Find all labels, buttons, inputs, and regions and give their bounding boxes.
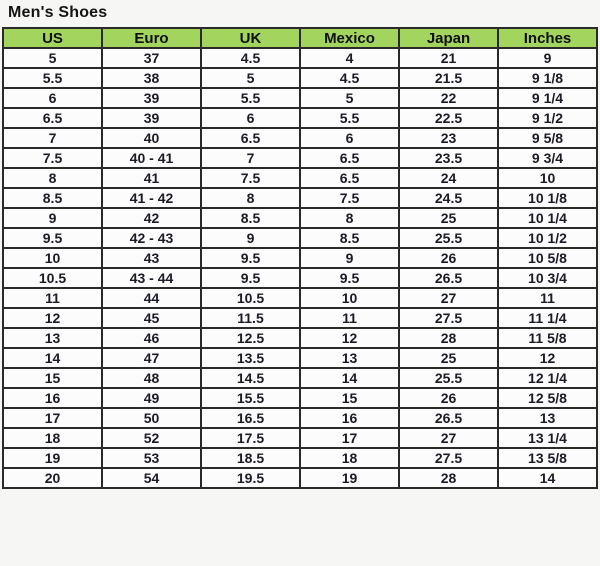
cell: 18 <box>3 428 102 448</box>
cell: 27 <box>399 288 498 308</box>
cell: 10 1/2 <box>498 228 597 248</box>
cell: 13 1/4 <box>498 428 597 448</box>
cell: 11 1/4 <box>498 308 597 328</box>
cell: 10 <box>3 248 102 268</box>
cell: 6 <box>300 128 399 148</box>
cell: 24 <box>399 168 498 188</box>
cell: 7 <box>201 148 300 168</box>
cell: 26 <box>399 388 498 408</box>
cell: 48 <box>102 368 201 388</box>
cell: 14 <box>3 348 102 368</box>
table-body <box>3 48 597 488</box>
cell: 7.5 <box>3 148 102 168</box>
cell: 8.5 <box>201 208 300 228</box>
cell: 27 <box>399 428 498 448</box>
cell: 26 <box>399 248 498 268</box>
cell: 6.5 <box>3 108 102 128</box>
cell: 25 <box>399 348 498 368</box>
table-row <box>3 368 597 388</box>
table-row <box>3 428 597 448</box>
table-row <box>3 188 597 208</box>
table-row <box>3 268 597 288</box>
cell: 4.5 <box>201 48 300 68</box>
cell: 5.5 <box>3 68 102 88</box>
cell: 52 <box>102 428 201 448</box>
cell: 17 <box>3 408 102 428</box>
cell: 9 5/8 <box>498 128 597 148</box>
table-row <box>3 408 597 428</box>
table-row <box>3 208 597 228</box>
cell: 13 <box>3 328 102 348</box>
cell: 15.5 <box>201 388 300 408</box>
cell: 28 <box>399 328 498 348</box>
cell: 4 <box>300 48 399 68</box>
cell: 43 - 44 <box>102 268 201 288</box>
cell: 40 - 41 <box>102 148 201 168</box>
cell: 11 <box>3 288 102 308</box>
cell: 12 <box>3 308 102 328</box>
cell: 10 <box>300 288 399 308</box>
cell: 53 <box>102 448 201 468</box>
cell: 9 1/4 <box>498 88 597 108</box>
table-row <box>3 308 597 328</box>
column-header-euro: Euro <box>102 28 201 48</box>
cell: 7.5 <box>300 188 399 208</box>
cell: 37 <box>102 48 201 68</box>
cell: 24.5 <box>399 188 498 208</box>
cell: 19.5 <box>201 468 300 488</box>
cell: 14 <box>300 368 399 388</box>
cell: 12 1/4 <box>498 368 597 388</box>
table-row <box>3 68 597 88</box>
table-row <box>3 108 597 128</box>
cell: 41 <box>102 168 201 188</box>
cell: 9 1/8 <box>498 68 597 88</box>
cell: 23 <box>399 128 498 148</box>
cell: 27.5 <box>399 308 498 328</box>
page-title: Men's Shoes <box>8 4 108 21</box>
cell: 47 <box>102 348 201 368</box>
cell: 12 <box>300 328 399 348</box>
cell: 20 <box>3 468 102 488</box>
cell: 14 <box>498 468 597 488</box>
table-row <box>3 448 597 468</box>
column-header-us: US <box>3 28 102 48</box>
cell: 10 1/8 <box>498 188 597 208</box>
table-row <box>3 88 597 108</box>
cell: 6 <box>3 88 102 108</box>
cell: 5 <box>300 88 399 108</box>
cell: 15 <box>3 368 102 388</box>
table-head <box>3 28 597 48</box>
cell: 19 <box>300 468 399 488</box>
cell: 4.5 <box>300 68 399 88</box>
cell: 17.5 <box>201 428 300 448</box>
cell: 7 <box>3 128 102 148</box>
cell: 8 <box>300 208 399 228</box>
table-row <box>3 148 597 168</box>
cell: 9 <box>300 248 399 268</box>
cell: 11 <box>498 288 597 308</box>
cell: 13 <box>498 408 597 428</box>
cell: 6 <box>201 108 300 128</box>
cell: 11 5/8 <box>498 328 597 348</box>
table-row <box>3 288 597 308</box>
cell: 5 <box>201 68 300 88</box>
cell: 8.5 <box>300 228 399 248</box>
cell: 45 <box>102 308 201 328</box>
cell: 6.5 <box>201 128 300 148</box>
cell: 50 <box>102 408 201 428</box>
cell: 46 <box>102 328 201 348</box>
cell: 25 <box>399 208 498 228</box>
column-header-mexico: Mexico <box>300 28 399 48</box>
cell: 13 <box>300 348 399 368</box>
cell: 44 <box>102 288 201 308</box>
cell: 10.5 <box>201 288 300 308</box>
column-header-uk: UK <box>201 28 300 48</box>
cell: 12 <box>498 348 597 368</box>
table-row <box>3 48 597 68</box>
table-row <box>3 248 597 268</box>
cell: 21 <box>399 48 498 68</box>
cell: 13 5/8 <box>498 448 597 468</box>
cell: 13.5 <box>201 348 300 368</box>
table-row <box>3 228 597 248</box>
cell: 11 <box>300 308 399 328</box>
cell: 8 <box>3 168 102 188</box>
cell: 6.5 <box>300 148 399 168</box>
cell: 9 <box>498 48 597 68</box>
cell: 42 <box>102 208 201 228</box>
column-header-japan: Japan <box>399 28 498 48</box>
cell: 9 3/4 <box>498 148 597 168</box>
cell: 49 <box>102 388 201 408</box>
cell: 6.5 <box>300 168 399 188</box>
table-row <box>3 128 597 148</box>
cell: 54 <box>102 468 201 488</box>
cell: 9.5 <box>3 228 102 248</box>
cell: 25.5 <box>399 368 498 388</box>
cell: 16.5 <box>201 408 300 428</box>
cell: 10 1/4 <box>498 208 597 228</box>
cell: 10 3/4 <box>498 268 597 288</box>
cell: 9 1/2 <box>498 108 597 128</box>
cell: 12.5 <box>201 328 300 348</box>
cell: 26.5 <box>399 268 498 288</box>
cell: 17 <box>300 428 399 448</box>
cell: 9.5 <box>201 248 300 268</box>
cell: 10 5/8 <box>498 248 597 268</box>
cell: 14.5 <box>201 368 300 388</box>
cell: 39 <box>102 108 201 128</box>
cell: 8.5 <box>3 188 102 208</box>
cell: 12 5/8 <box>498 388 597 408</box>
table-row <box>3 348 597 368</box>
cell: 21.5 <box>399 68 498 88</box>
table-row <box>3 388 597 408</box>
cell: 5.5 <box>300 108 399 128</box>
cell: 18 <box>300 448 399 468</box>
cell: 27.5 <box>399 448 498 468</box>
cell: 16 <box>300 408 399 428</box>
cell: 40 <box>102 128 201 148</box>
cell: 22 <box>399 88 498 108</box>
table-header-row <box>3 28 597 48</box>
size-conversion-table <box>2 27 598 489</box>
table-row <box>3 468 597 488</box>
cell: 41 - 42 <box>102 188 201 208</box>
column-header-inches: Inches <box>498 28 597 48</box>
cell: 23.5 <box>399 148 498 168</box>
cell: 15 <box>300 388 399 408</box>
cell: 38 <box>102 68 201 88</box>
cell: 10.5 <box>3 268 102 288</box>
cell: 9.5 <box>201 268 300 288</box>
cell: 8 <box>201 188 300 208</box>
cell: 25.5 <box>399 228 498 248</box>
cell: 16 <box>3 388 102 408</box>
cell: 5.5 <box>201 88 300 108</box>
cell: 43 <box>102 248 201 268</box>
cell: 42 - 43 <box>102 228 201 248</box>
cell: 11.5 <box>201 308 300 328</box>
cell: 18.5 <box>201 448 300 468</box>
table-row <box>3 328 597 348</box>
cell: 39 <box>102 88 201 108</box>
cell: 19 <box>3 448 102 468</box>
cell: 10 <box>498 168 597 188</box>
cell: 22.5 <box>399 108 498 128</box>
cell: 28 <box>399 468 498 488</box>
cell: 9.5 <box>300 268 399 288</box>
cell: 5 <box>3 48 102 68</box>
cell: 9 <box>3 208 102 228</box>
cell: 7.5 <box>201 168 300 188</box>
cell: 9 <box>201 228 300 248</box>
table-row <box>3 168 597 188</box>
cell: 26.5 <box>399 408 498 428</box>
